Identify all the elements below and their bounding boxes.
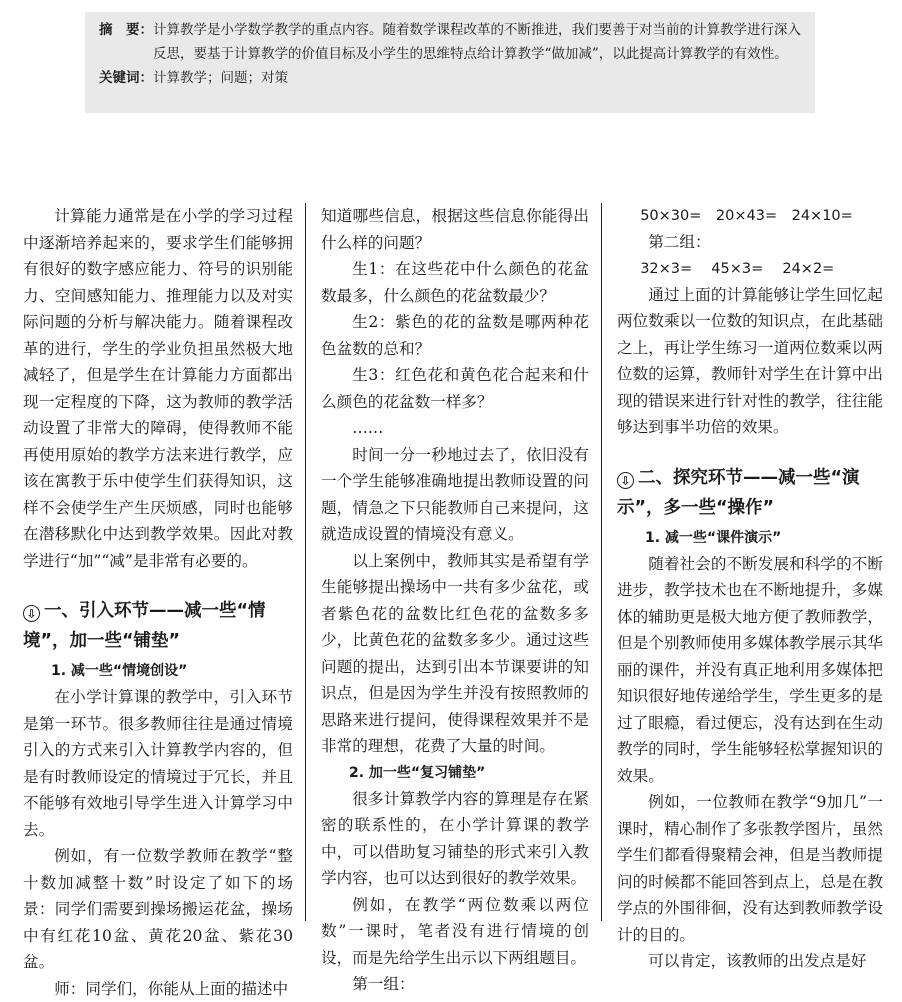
section-heading-2: [617, 463, 883, 523]
section-title: 一、引入环节——减一些“情境”，加一些“铺垫”: [23, 601, 266, 651]
paragraph: 例如，一位教师在教学“9加几”一课时，精心制作了多张教学图片，虽然学生们都看得聚精会神，但是当教师提问的时候都不能回答到点上，总是在教学点的外围徘徊，没有达到教师教学设计的目的。: [617, 789, 883, 948]
column-2: [321, 203, 589, 921]
paragraph: 以上案例中，教师其实是希望有学生能够提出操场中一共有多少盆花，或者紫色花的盆数比红色花的盆数多多少，比黄色花的盆数多多少。通过这些问题的提出，达到引出本节课要讲的知识点，但是因为学生并没有按照教师的思路来进行提问，使得课程效果并不是非常的理想，花费了大量的时间。: [321, 548, 589, 760]
subheading: 2. 加一些“复习铺垫”: [321, 760, 589, 786]
column-3: [617, 203, 883, 921]
abstract-box: [85, 12, 815, 113]
abstract-text: 计算教学是小学数学教学的重点内容。随着数学课程改革的不断推进，我们要善于对当前的计算教学进行深入反思，要基于计算教学的价值目标及小学生的思维特点给计算教学“做加减”，以此提高计算教学的有效性。: [153, 18, 803, 66]
paragraph: 计算能力通常是在小学的学习过程中逐渐培养起来的，要求学生们能够拥有很好的数字感应能力、符号的识别能力、空间感知能力、推理能力以及对实际问题的分析与解决能力。随着课程改革的进行，学生的学业负担虽然极大地减轻了，但是学生在计算能力方面都出现一定程度的下降，这为教师的教学活动设置了非常大的障碍，使得教师不能再使用原始的教学方法来进行教学，应该在寓教于乐中使学生们获得知识，这样不会使学生产生厌烦感，同时也能够在潜移默化中达到教学效果。因此对教学进行“加”“减”是非常有必要的。: [23, 203, 293, 574]
student-answer: 生3：红色花和黄色花合起来和什么颜色的花盆数一样多？: [321, 362, 589, 415]
student-answer: 生2：紫色的花的盆数是哪两种花色盆数的总和？: [321, 309, 589, 362]
column-divider-1: [305, 203, 306, 921]
group-label: 第一组：: [321, 971, 589, 998]
down-arrow-icon: ⇩: [23, 605, 40, 622]
paragraph: 时间一分一秒地过去了，依旧没有一个学生能够准确地提出教师设置的问题，情急之下只能教师自己来提问，这就造成设置的情境没有意义。: [321, 442, 589, 548]
subheading: 1. 减一些“情境创设”: [23, 658, 293, 684]
paragraph: 师：同学们，你能从上面的描述中: [23, 976, 293, 1002]
down-arrow-icon: ⇩: [617, 472, 634, 489]
section-heading-1: [23, 596, 293, 656]
ellipsis: ……: [321, 415, 589, 442]
abstract-label: 摘 要：: [99, 18, 153, 66]
subheading: 1. 减一些“课件演示”: [617, 525, 883, 551]
column-divider-2: [601, 203, 602, 921]
section-title: 二、探究环节——减一些“演示”，多一些“操作”: [617, 468, 860, 518]
paragraph: 通过上面的计算能够让学生回忆起两位数乘以一位数的知识点，在此基础之上，再让学生练习一道两位数乘以两位数的运算，教师针对学生在计算中出现的错误来进行针对性的教学，往往能够达到事半功倍的效果。: [617, 282, 883, 441]
paragraph: 在小学计算课的教学中，引入环节是第一环节。很多教师往往是通过情境引入的方式来引入计算教学内容的，但是有时教师设定的情境过于冗长，并且不能够有效地引导学生进入计算学习中去。: [23, 684, 293, 843]
keywords-row: [99, 66, 803, 90]
math-exercises-group-2: 32×3= 45×3= 24×2=: [617, 256, 883, 282]
paragraph: 随着社会的不断发展和科学的不断进步，教学技术也在不断地提升，多媒体的辅助更是极大地方便了教师教学，但是个别教师使用多媒体教学展示其华丽的课件，并没有真正地利用多媒体把知识很好地传递给学生，学生更多的是过了眼瘾，看过便忘，没有达到在生动教学的同时，学生能够轻松掌握知识的效果。: [617, 551, 883, 790]
column-1: [23, 203, 293, 921]
student-answer: 生1：在这些花中什么颜色的花盆数最多，什么颜色的花盆数最少？: [321, 256, 589, 309]
keywords-label: 关键词：: [99, 66, 153, 90]
group-label: 第二组：: [617, 229, 883, 256]
paragraph: 知道哪些信息，根据这些信息你能得出什么样的问题？: [321, 203, 589, 256]
paragraph: 很多计算教学内容的算理是存在紧密的联系性的，在小学计算课的教学中，可以借助复习铺垫的形式来引入教学内容，也可以达到很好的教学效果。: [321, 786, 589, 892]
keywords-text: 计算教学；问题；对策: [153, 66, 803, 90]
paragraph: 例如，有一位数学教师在教学“整十数加减整十数”时设定了如下的场景：同学们需要到操场搬运花盆，操场中有红花10盆、黄花20盆、紫花30盆。: [23, 843, 293, 976]
math-exercises-group-1: 50×30= 20×43= 24×10=: [617, 203, 883, 229]
paragraph: 例如，在教学“两位数乘以两位数”一课时，笔者没有进行情境的创设，而是先给学生出示以下两组题目。: [321, 892, 589, 972]
abstract-row: [99, 18, 803, 66]
paragraph: 可以肯定，该教师的出发点是好: [617, 948, 883, 975]
